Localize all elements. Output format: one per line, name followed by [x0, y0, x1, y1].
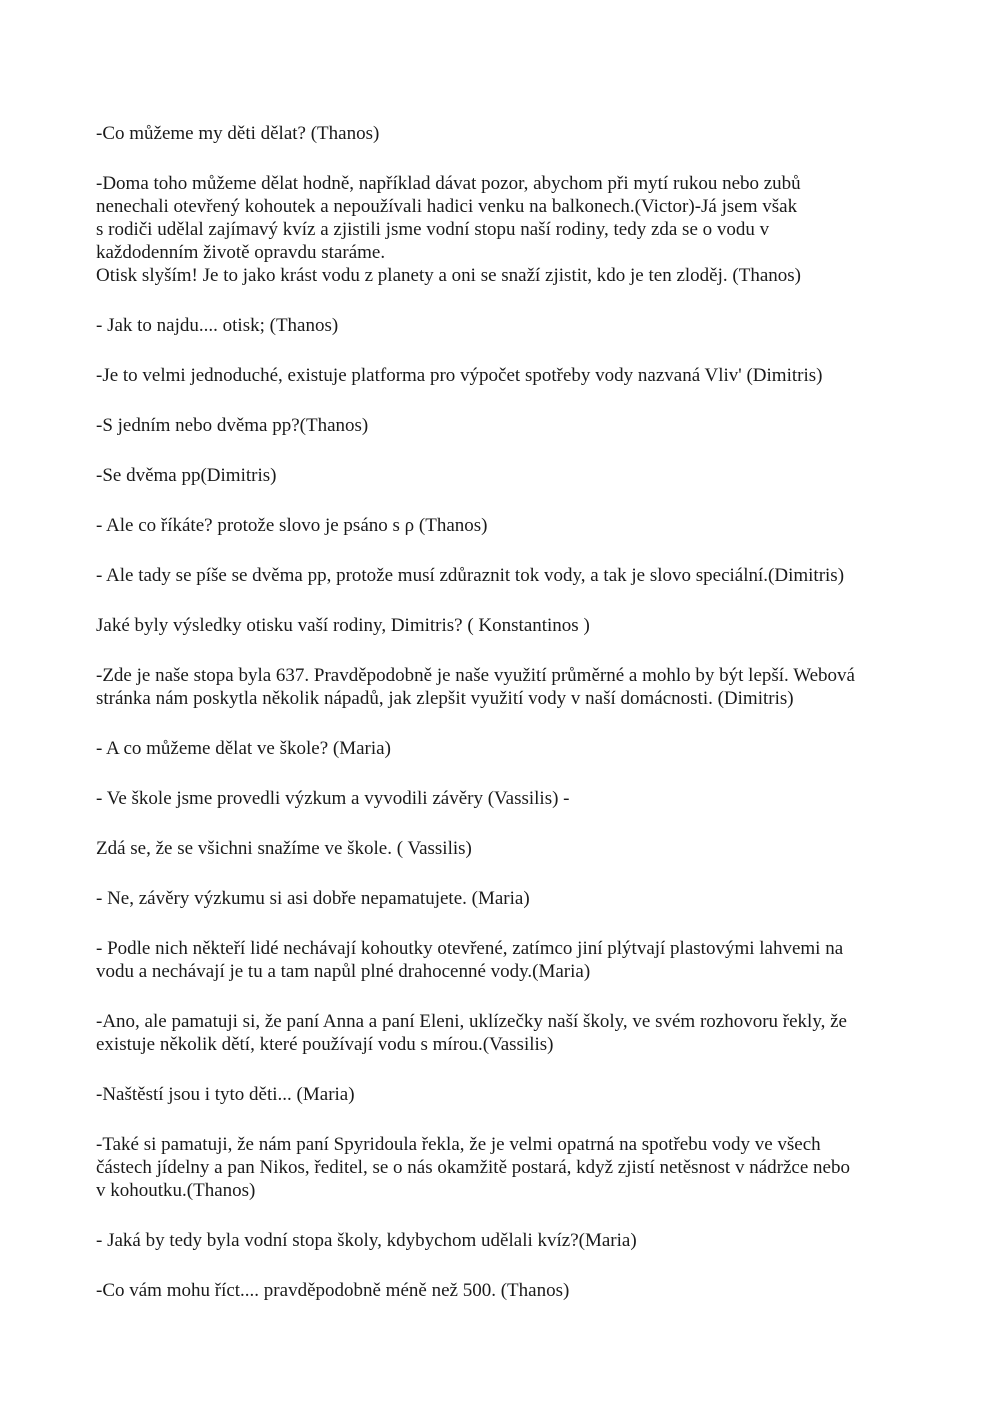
dialogue-paragraph [96, 614, 902, 637]
document-body [96, 122, 902, 1329]
dialogue-paragraph [96, 414, 902, 437]
text-line: -Se dvěma pp(Dimitris) [96, 465, 277, 486]
text-line: - Jaká by tedy byla vodní stopa školy, kdybychom udělali kvíz?(Maria) [96, 1230, 637, 1251]
text-line: Zdá se, že se všichni snažíme ve škole. ( Vassilis) [96, 838, 472, 859]
text-line: -Ano, ale pamatuji si, že paní Anna a paní Eleni, uklízečky naší školy, ve svém rozhovoru řekly, že [96, 1011, 847, 1032]
text-line: - Ne, závěry výzkumu si asi dobře nepamatujete. (Maria) [96, 888, 530, 909]
dialogue-paragraph [96, 464, 902, 487]
text-line: -Co vám mohu říct.... pravděpodobně méně než 500. (Thanos) [96, 1280, 570, 1301]
text-line: v kohoutku.(Thanos) [96, 1180, 256, 1201]
dialogue-paragraph [96, 122, 902, 145]
dialogue-paragraph [96, 937, 902, 983]
text-line: - A co můžeme dělat ve škole? (Maria) [96, 738, 391, 759]
text-line: stránka nám poskytla několik nápadů, jak zlepšit využití vody v naší domácnosti. (Dimitris) [96, 688, 794, 709]
text-line: -Také si pamatuji, že nám paní Spyridoula řekla, že je velmi opatrná na spotřebu vody ve všech [96, 1134, 821, 1155]
text-line: - Jak to najdu.... otisk; (Thanos) [96, 315, 339, 336]
text-line: -Zde je naše stopa byla 637. Pravděpodobně je naše využití průměrné a mohlo by být lepší. Webová [96, 665, 855, 686]
dialogue-paragraph [96, 837, 902, 860]
dialogue-paragraph [96, 314, 902, 337]
dialogue-paragraph [96, 1010, 902, 1056]
dialogue-paragraph [96, 1133, 902, 1202]
text-line: -S jedním nebo dvěma pp?(Thanos) [96, 415, 369, 436]
text-line: -Doma toho můžeme dělat hodně, například dávat pozor, abychom při mytí rukou nebo zubů [96, 173, 801, 194]
text-line: - Podle nich někteří lidé nechávají kohoutky otevřené, zatímco jiní plýtvají plastovými lahvemi na [96, 938, 844, 959]
text-line: - Ale co říkáte? protože slovo je psáno s ρ (Thanos) [96, 515, 488, 536]
dialogue-paragraph [96, 172, 902, 287]
dialogue-paragraph [96, 564, 902, 587]
text-line: existuje několik dětí, které používají vodu s mírou.(Vassilis) [96, 1034, 554, 1055]
text-line: - Ale tady se píše se dvěma pp, protože musí zdůraznit tok vody, a tak je slovo speciální.(Dimitris) [96, 565, 845, 586]
text-line: vodu a nechávají je tu a tam napůl plné drahocenné vody.(Maria) [96, 961, 591, 982]
text-line: nenechali otevřený kohoutek a nepoužívali hadici venku na balkonech.(Victor)-Já jsem však [96, 196, 798, 217]
text-line: - Ve škole jsme provedli výzkum a vyvodili závěry (Vassilis) - [96, 788, 570, 809]
dialogue-paragraph [96, 1229, 902, 1252]
dialogue-paragraph [96, 737, 902, 760]
text-line: -Je to velmi jednoduché, existuje platforma pro výpočet spotřeby vody nazvaná Vliv' (Dimitris) [96, 365, 823, 386]
text-line: částech jídelny a pan Nikos, ředitel, se o nás okamžitě postará, když zjistí netěsnost v nádržce nebo [96, 1157, 850, 1178]
text-line: každodenním životě opravdu staráme. [96, 242, 386, 263]
text-line: Otisk slyším! Je to jako krást vodu z planety a oni se snaží zjistit, kdo je ten zloděj. (Thanos) [96, 265, 801, 286]
text-line: -Co můžeme my děti dělat? (Thanos) [96, 123, 380, 144]
text-line: -Naštěstí jsou i tyto děti... (Maria) [96, 1084, 355, 1105]
dialogue-paragraph [96, 514, 902, 537]
dialogue-paragraph [96, 1083, 902, 1106]
dialogue-paragraph [96, 887, 902, 910]
dialogue-paragraph [96, 364, 902, 387]
dialogue-paragraph [96, 1279, 902, 1302]
text-line: s rodiči udělal zajímavý kvíz a zjistili jsme vodní stopu naší rodiny, tedy zda se o vodu v [96, 219, 770, 240]
dialogue-paragraph [96, 664, 902, 710]
dialogue-paragraph [96, 787, 902, 810]
text-line: Jaké byly výsledky otisku vaší rodiny, Dimitris? ( Konstantinos ) [96, 615, 590, 636]
